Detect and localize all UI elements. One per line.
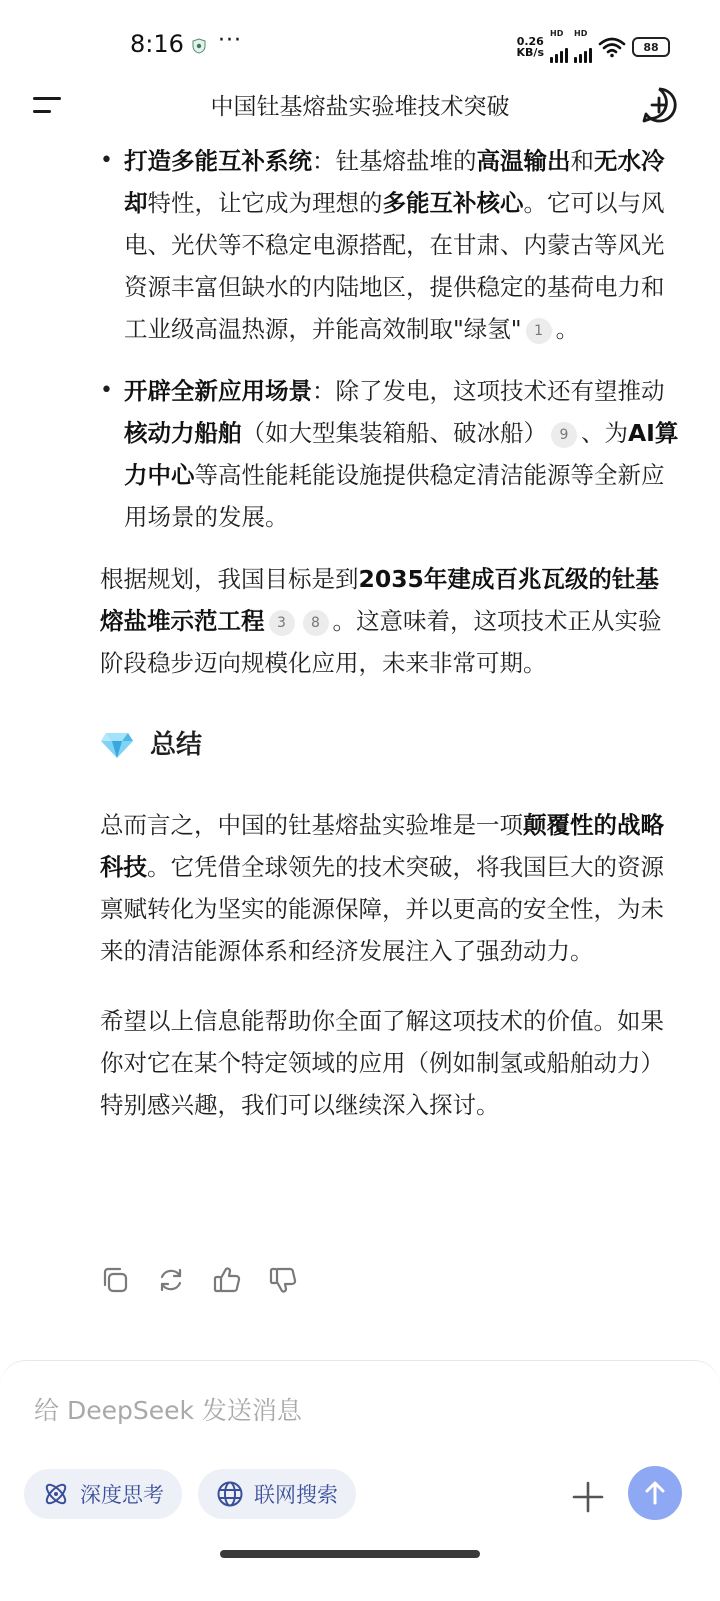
paragraph-summary xyxy=(100,804,680,972)
composer-panel xyxy=(0,1360,720,1601)
thumbs-up-icon[interactable] xyxy=(212,1265,242,1295)
bold-text: 打造多能互补系统 xyxy=(124,147,312,175)
web-search-label: 联网搜索 xyxy=(254,1483,338,1507)
status-indicators xyxy=(516,29,670,60)
gem-icon xyxy=(100,730,134,760)
text-run: 和 xyxy=(570,147,594,175)
section-title: 总结 xyxy=(150,730,203,760)
text-run: ：除了发电，这项技术还有望推动 xyxy=(312,377,665,405)
arrow-up-icon xyxy=(640,1478,670,1508)
thumbs-down-icon[interactable] xyxy=(268,1265,298,1295)
hd-label: HD xyxy=(574,29,588,38)
wifi-icon xyxy=(598,36,626,58)
citation-badge[interactable]: 8 xyxy=(303,610,329,636)
citation-badge[interactable]: 3 xyxy=(269,610,295,636)
chat-header xyxy=(0,80,720,130)
battery-icon: 88 xyxy=(632,37,670,57)
text-run: ：钍基熔盐堆的 xyxy=(312,147,477,175)
paragraph-closing xyxy=(100,1000,680,1126)
text-run: 。这意味着，这项技术正从实验阶段稳步迈向规模化应用，未来非常可期。 xyxy=(100,607,662,677)
status-more-dots: ··· xyxy=(218,28,242,53)
copy-icon[interactable] xyxy=(100,1265,130,1295)
list-item xyxy=(100,140,680,350)
text-run: 等高性能耗能设施提供稳定清洁能源等全新应用场景的发展。 xyxy=(124,461,665,531)
bold-text: 颠覆性的战略科技 xyxy=(100,811,664,881)
deep-think-toggle[interactable] xyxy=(24,1469,182,1519)
bold-text: 核动力船舶 xyxy=(124,419,242,447)
menu-icon[interactable] xyxy=(30,90,64,120)
bold-text: 多能互补核心 xyxy=(382,189,524,217)
cell-signal-icon xyxy=(550,31,568,63)
bold-text: 开辟全新应用场景 xyxy=(124,377,312,405)
text-run: 根据规划，我国目标是到 xyxy=(100,565,359,593)
new-chat-icon[interactable] xyxy=(640,86,678,124)
message-actions xyxy=(100,1265,298,1295)
text-run: 。它凭借全球领先的技术突破，将我国巨大的资源禀赋转化为坚实的能源保障，并以更高的安全性，为未来的清洁能源体系和经济发展注入了强劲动力。 xyxy=(100,853,664,965)
globe-icon xyxy=(216,1480,244,1508)
bold-text: AI算力中心 xyxy=(124,419,679,489)
bold-text: 无水冷却 xyxy=(124,147,665,217)
cell-signal-icon xyxy=(574,31,592,63)
bold-text: 高温输出 xyxy=(476,147,571,175)
atom-icon xyxy=(42,1480,70,1508)
bold-text: 2035年建成百兆瓦级的钍基熔盐堆示范工程 xyxy=(100,565,659,635)
paragraph-plan xyxy=(100,558,680,684)
text-run: 特性，让它成为理想的 xyxy=(147,189,383,217)
page-title: 中国钍基熔盐实验堆技术突破 xyxy=(210,94,510,120)
assistant-message xyxy=(100,140,680,1154)
citation-badge[interactable]: 9 xyxy=(551,422,577,448)
text-run: 、为 xyxy=(581,419,628,447)
web-search-toggle[interactable] xyxy=(198,1469,356,1519)
plus-icon[interactable] xyxy=(570,1479,606,1515)
text-run: 。它可以与风电、光伏等不稳定电源搭配，在甘肃、内蒙古等风光资源丰富但缺水的内陆地区，提供稳定的基荷电力和工业级高温热源，并能高效制取"绿氢" xyxy=(124,189,665,343)
net-speed-unit: KB/s xyxy=(516,46,544,59)
text-run: 总而言之，中国的钍基熔盐实验堆是一项 xyxy=(100,811,523,839)
net-speed-value: 0.26 xyxy=(516,35,544,48)
status-time: 8:16 xyxy=(130,30,184,58)
hd-label: HD xyxy=(550,29,564,38)
text-run: 。 xyxy=(555,315,580,343)
deep-think-label: 深度思考 xyxy=(80,1483,164,1507)
regenerate-icon[interactable] xyxy=(156,1265,186,1295)
text-run: 希望以上信息能帮助你全面了解这项技术的价值。如果你对它在某个特定领域的应用（例如制氢或船舶动力）特别感兴趣，我们可以继续深入探讨。 xyxy=(100,1007,664,1119)
send-button[interactable] xyxy=(628,1466,682,1520)
status-bar xyxy=(0,0,720,90)
citation-badge[interactable]: 1 xyxy=(526,318,552,344)
home-indicator xyxy=(220,1550,480,1558)
message-input[interactable]: 给 DeepSeek 发送消息 xyxy=(34,1396,302,1425)
list-item xyxy=(100,370,680,538)
text-run: （如大型集装箱船、破冰船） xyxy=(241,419,547,447)
shield-app-icon xyxy=(192,38,206,54)
net-speed xyxy=(517,36,544,58)
section-heading xyxy=(100,724,680,766)
